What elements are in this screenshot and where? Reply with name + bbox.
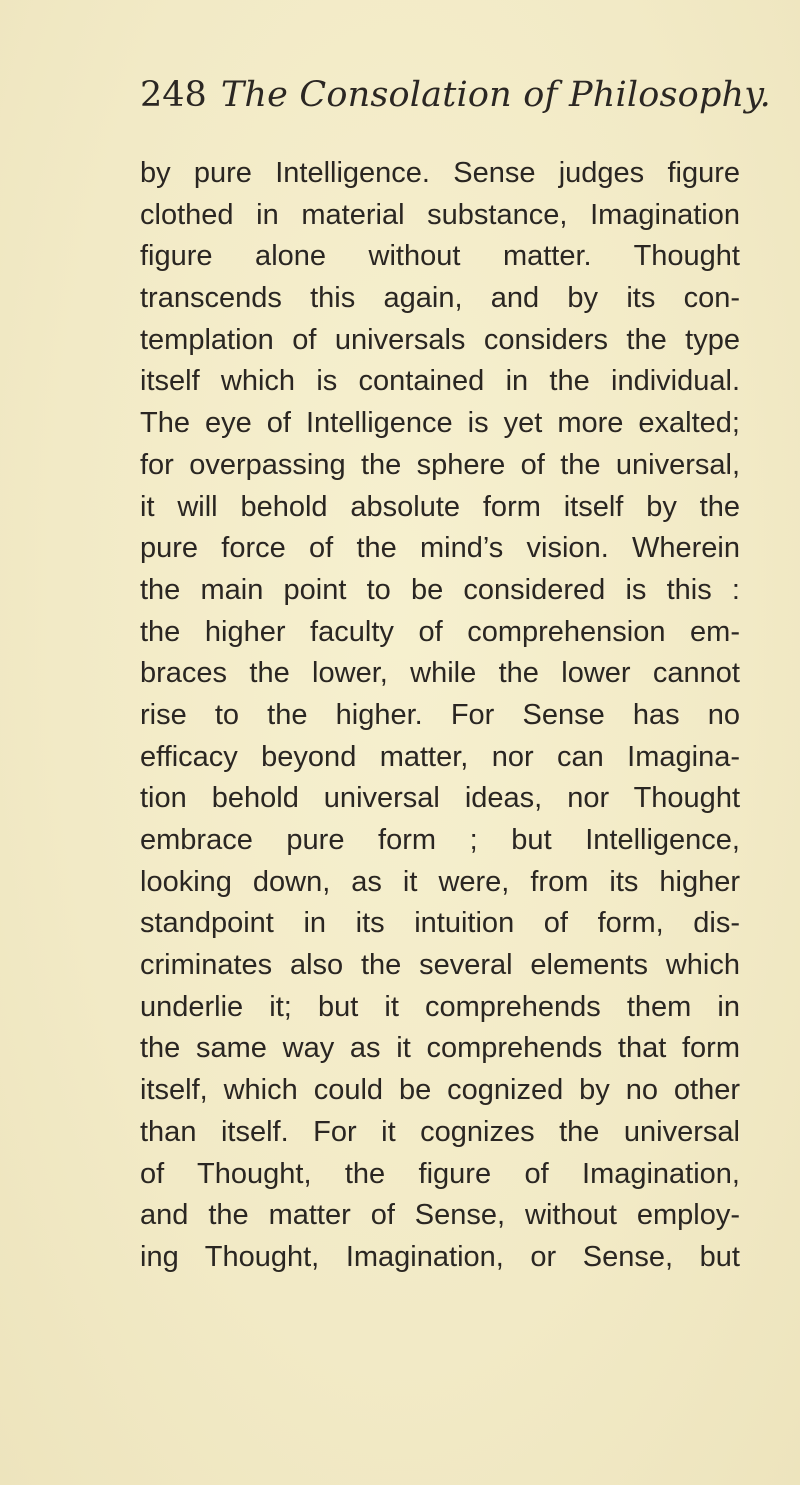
- text-line: and the matter of Sense, without employ-: [140, 1199, 740, 1232]
- book-title: The Consolation of Philosophy.: [220, 75, 771, 115]
- text-line: tion behold universal ideas, nor Thought: [140, 782, 740, 815]
- text-line: rise to the higher. For Sense has no: [140, 698, 740, 731]
- text-line: efficacy beyond matter, nor can Imagina-: [140, 740, 740, 773]
- text-line: The eye of Intelligence is yet more exalted;: [140, 407, 740, 440]
- text-line: underlie it; but it comprehends them in: [140, 990, 740, 1023]
- text-line: looking down, as it were, from its higher: [140, 865, 740, 898]
- page-number: 248: [140, 75, 207, 115]
- text-line: the main point to be considered is this :: [140, 573, 740, 606]
- text-line: ing Thought, Imagination, or Sense, but: [140, 1240, 740, 1273]
- text-line: clothed in material substance, Imagination: [140, 198, 740, 231]
- text-line: standpoint in its intuition of form, dis-: [140, 907, 740, 940]
- text-line: transcends this again, and by its con-: [140, 282, 740, 315]
- running-head: [140, 70, 771, 120]
- text-line: by pure Intelligence. Sense judges figure: [140, 157, 740, 189]
- text-line: braces the lower, while the lower cannot: [140, 657, 740, 690]
- text-line: templation of universals considers the type: [140, 323, 740, 356]
- text-line: the higher faculty of comprehension em-: [140, 615, 740, 648]
- body-text: [140, 153, 740, 1279]
- text-line: itself which is contained in the individual.: [140, 365, 740, 398]
- text-line: the same way as it comprehends that form: [140, 1032, 740, 1065]
- text-line: embrace pure form ; but Intelligence,: [140, 824, 740, 856]
- text-line: for overpassing the sphere of the universal,: [140, 448, 740, 481]
- text-line: it will behold absolute form itself by the: [140, 490, 740, 523]
- text-line: of Thought, the figure of Imagination,: [140, 1157, 740, 1190]
- text-line: pure force of the mind’s vision. Wherein: [140, 532, 740, 565]
- text-line: figure alone without matter. Thought: [140, 240, 740, 273]
- text-line: itself, which could be cognized by no other: [140, 1074, 740, 1107]
- text-line: criminates also the several elements which: [140, 949, 740, 982]
- text-line: than itself. For it cognizes the universal: [140, 1115, 740, 1148]
